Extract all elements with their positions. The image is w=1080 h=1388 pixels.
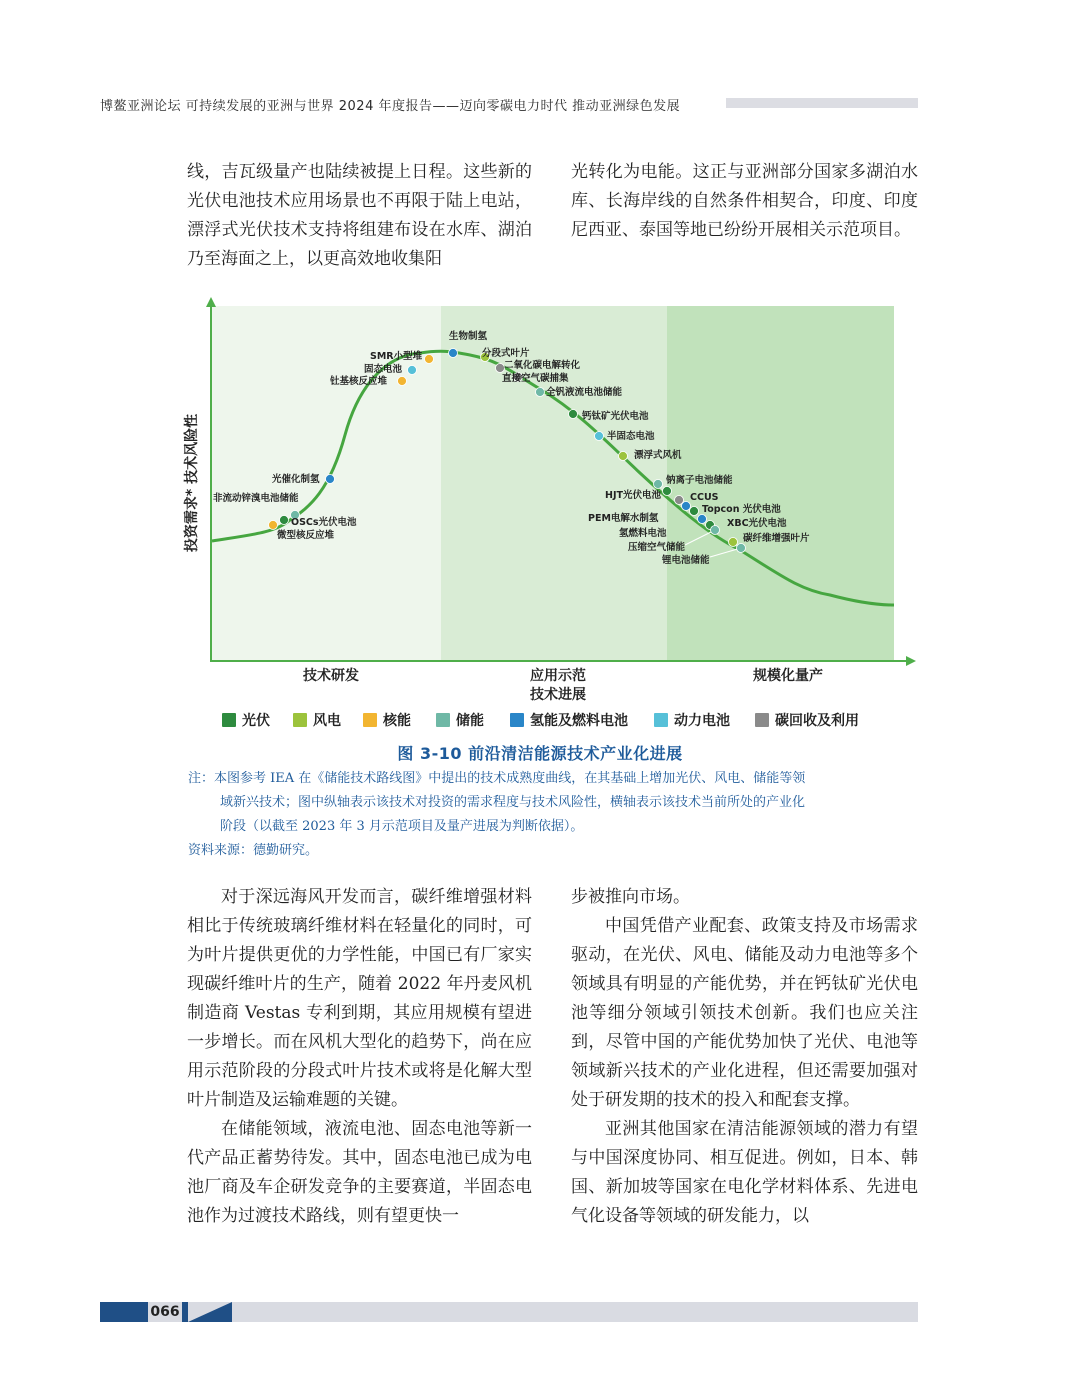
tech-marker [737,544,746,553]
stage-label: 技术进展 [530,687,586,703]
tech-label: 锂电池储能 [662,555,710,566]
tech-label: 钍基核反应堆 [330,376,388,387]
tech-marker [690,507,699,516]
tech-label: 全钒液流电池储能 [546,387,623,398]
stage-label: 规模化量产 [753,668,823,684]
tech-label: OSCs光伏电池 [291,517,357,528]
paragraph: 线，吉瓦级量产也陆续被提上日程。这些新的光伏电池技术应用场景也不再限于陆上电站，漂浮式光伏技术支持将组建布设在水库、湖泊乃至海面之上，以更高效地收集阳 [187,162,532,269]
hype-curve-chart [180,295,925,710]
y-axis-arrow [206,297,216,307]
paragraph: 亚洲其他国家在清洁能源领域的潜力有望与中国深度协同、相互促进。例如，日本、韩国、新加坡等国家在电化学材料体系、先进电气化设备等领域的研发能力，以 [571,1119,918,1226]
tech-label: 生物制氢 [449,331,488,342]
top-right-column [571,158,918,245]
legend-label: 碳回收及利用 [775,713,859,729]
legend-item [436,710,484,730]
legend-item [510,710,628,730]
tech-label: HJT光伏电池 [605,490,661,501]
tech-marker [280,516,289,525]
tech-label: 微型核反应堆 [277,530,335,541]
tech-marker [711,526,720,535]
tech-label: 非流动锌溴电池储能 [213,493,299,504]
paragraph: 在储能领域，液流电池、固态电池等新一代产品正蓄势待发。其中，固态电池已成为电池厂商及车企研发竞争的主要赛道，半固态电池作为过渡技术路线，则有望更快一 [187,1119,532,1226]
legend-item [755,710,859,730]
tech-label: PEM电解水制氢 [588,513,659,524]
tech-marker [663,487,672,496]
tech-marker [595,432,604,441]
legend-label: 光伏 [242,713,270,729]
legend-label: 动力电池 [674,713,730,729]
tech-label: 固态电池 [364,364,403,375]
tech-label: 半固态电池 [607,431,655,442]
legend-swatch [654,713,668,727]
header-title: 博鳌亚洲论坛 可持续发展的亚洲与世界 2024 年度报告——迈向零碳电力时代 推动亚洲绿色发展 [100,99,681,114]
body-left-column [187,883,532,1231]
top-left-column [187,158,532,274]
paragraph: 步被推向市场。 [571,887,690,907]
tech-label: Topcon 光伏电池 [702,504,781,515]
tech-marker [326,475,335,484]
figure-note [188,767,918,863]
paragraph: 对于深远海风开发而言，碳纤维增强材料相比于传统玻璃纤维材料在轻量化的同时，可为叶片提供更优的力学性能，中国已有厂家实现碳纤维叶片的生产，随着 2022 年丹麦风机制造商 Vestas 专利到期，其应用规模有望进一步增长。而在风机大型化的趋势下，尚在应用示范阶段的分段式叶片技术或将是化解大型叶片制造及运输难题的关键。 [187,887,532,1110]
figure-source: 资料来源：德勤研究。 [188,843,319,858]
legend-item [293,710,341,730]
tech-marker [654,480,663,489]
tech-label: 钙钛矿光伏电池 [582,411,649,422]
tech-marker [408,366,417,375]
tech-label: 直接空气碳捕集 [502,373,569,384]
tech-label: CCUS [690,492,719,503]
tech-marker [398,377,407,386]
paragraph: 中国凭借产业配套、政策支持及市场需求驱动，在光伏、风电、储能及动力电池等多个领域具有明显的产能优势，并在钙钛矿光伏电池等细分领域引领技术创新。我们也应关注到，尽管中国的产能优势加快了光伏、电池等领域新兴技术的产业化进程，但还需要加强对处于研发期的技术的投入和配套支撑。 [571,916,918,1110]
legend-item [654,710,730,730]
tech-label: 分段式叶片 [482,348,530,359]
tech-label: 碳纤维增强叶片 [743,533,810,544]
header-bar [726,98,918,108]
tech-marker [698,515,707,524]
tech-marker [569,410,578,419]
note-line: 阶段（以截至 2023 年 3 月示范项目及量产进展为判断依据）。 [220,819,584,834]
tech-label: 漂浮式风机 [634,450,682,461]
tech-label: 钠离子电池储能 [666,475,733,486]
body-right-column [571,883,918,1231]
page-number: 066 [148,1302,182,1322]
legend-swatch [363,713,377,727]
tech-label: 二氧化碳电解转化 [504,360,581,371]
legend-swatch [222,713,236,727]
tech-label: XBC光伏电池 [727,518,787,529]
tech-label: 氢燃料电池 [619,528,667,539]
footer-wedge [188,1302,232,1322]
stage-label: 技术研发 [303,668,359,684]
legend-item [363,710,411,730]
note-line: 域新兴技术；图中纵轴表示该技术对投资的需求程度与技术风险性，横轴表示该技术当前所处的产业化 [220,795,806,810]
tech-label: SMR小型堆 [370,351,423,362]
tech-label: 光催化制氢 [272,474,320,485]
running-header [100,96,918,112]
tech-marker [729,538,738,547]
tech-marker [536,388,545,397]
stage-label: 应用示范 [530,668,586,684]
tech-marker [269,521,278,530]
tech-marker [449,349,458,358]
tech-marker [619,452,628,461]
legend-swatch [755,713,769,727]
legend-label: 储能 [456,713,484,729]
x-axis-arrow [906,656,916,666]
legend-swatch [510,713,524,727]
legend-swatch [436,713,450,727]
y-axis-label: 投资需求* 技术风险性 [184,413,200,553]
tech-marker [425,355,434,364]
tech-label: 压缩空气储能 [628,542,686,553]
legend-item [222,710,270,730]
legend-label: 核能 [383,713,411,729]
paragraph: 光转化为电能。这正与亚洲部分国家多湖泊水库、长海岸线的自然条件相契合，印度、印度尼西亚、泰国等地已纷纷开展相关示范项目。 [571,162,918,240]
note-line: 注：本图参考 IEA 在《储能技术路线图》中提出的技术成熟度曲线，在其基础上增加光伏、风电、储能等领 [188,771,806,786]
legend-swatch [293,713,307,727]
legend-label: 氢能及燃料电池 [530,713,628,729]
legend-label: 风电 [313,713,341,729]
figure-caption: 图 3-10 前沿清洁能源技术产业化进展 [397,744,683,763]
footer-bar [232,1302,918,1322]
